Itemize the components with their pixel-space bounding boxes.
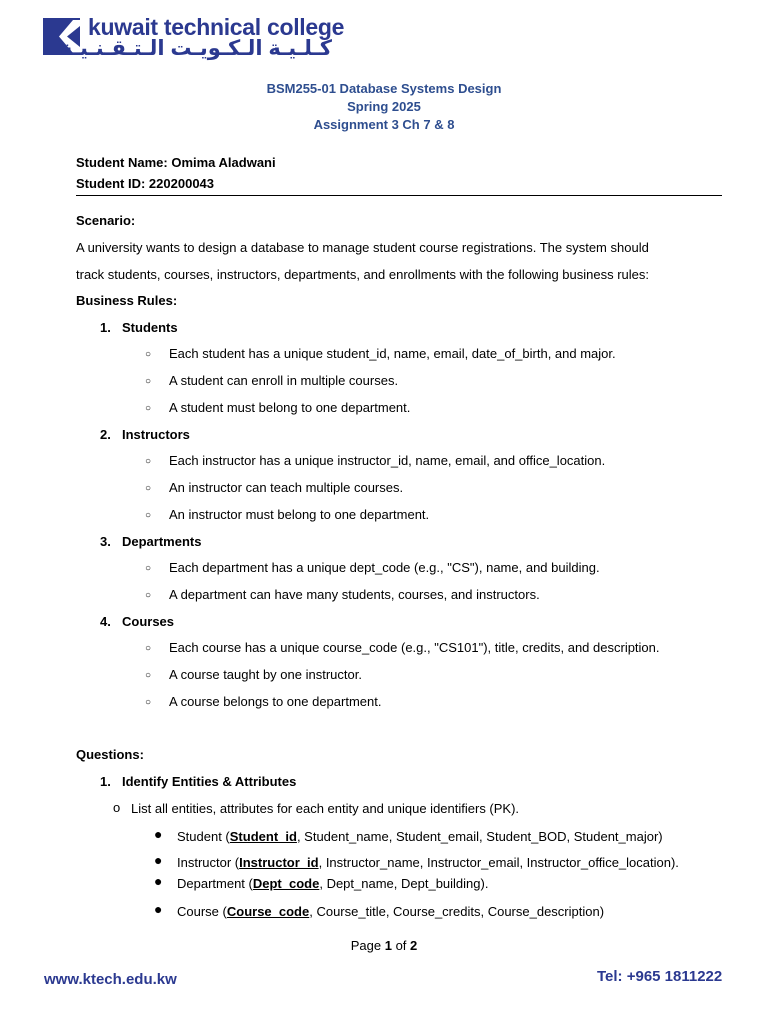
rule-item: Each student has a unique student_id, name, email, date_of_birth, and major. (169, 346, 616, 361)
rule-item: Each instructor has a unique instructor_id, name, email, and office_location. (169, 453, 606, 468)
page-current: 1 (384, 938, 392, 953)
rule-item: A student must belong to one department. (169, 400, 411, 415)
circle-bullet-icon: ○ (145, 376, 152, 387)
entity-pk: Student_id (229, 829, 297, 844)
divider-line (76, 195, 722, 196)
page-total: 2 (410, 938, 418, 953)
entity-department (177, 876, 488, 891)
bullet-dot-icon: ● (154, 873, 163, 889)
course-title: BSM255-01 Database Systems Design (266, 81, 502, 96)
question-number: 1. (100, 774, 111, 789)
rule-item: An instructor can teach multiple courses. (169, 480, 404, 495)
circle-bullet-icon: ○ (145, 456, 152, 467)
entity-course (177, 904, 604, 919)
page-middle: of (391, 938, 411, 953)
rule-title-students: Students (122, 320, 178, 335)
student-name: Student Name: Omima Aladwani (76, 155, 276, 170)
entity-student (177, 829, 663, 844)
rule-number: 3. (100, 534, 111, 549)
page-prefix: Page (350, 938, 385, 953)
circle-bullet-icon: ○ (145, 590, 152, 601)
entity-instructor (177, 855, 679, 870)
rule-number: 4. (100, 614, 111, 629)
scenario-heading: Scenario: (76, 213, 136, 228)
circle-bullet-icon: ○ (145, 510, 152, 521)
circle-bullet-icon: ○ (145, 563, 152, 574)
rule-number: 2. (100, 427, 111, 442)
bullet-dot-icon: ● (154, 852, 163, 868)
page-number (0, 938, 768, 953)
entity-pk: Instructor_id (239, 855, 319, 870)
college-name-en: kuwait technical college (88, 14, 345, 40)
entity-pk: Dept_code (252, 876, 320, 891)
business-rules-heading: Business Rules: (76, 293, 178, 308)
question-subtext: List all entities, attributes for each entity and unique identifiers (PK). (131, 801, 520, 816)
term-title: Spring 2025 (347, 99, 421, 114)
circle-bullet-icon: ○ (145, 483, 152, 494)
entity-name: Course ( (177, 904, 227, 919)
rule-item: An instructor must belong to one department. (169, 507, 430, 522)
rule-item: Each department has a unique dept_code (e.g., "CS"), name, and building. (169, 560, 600, 575)
entity-attrs: , Dept_name, Dept_building). (319, 876, 489, 891)
rule-item: A student can enroll in multiple courses. (169, 373, 399, 388)
rule-item: A department can have many students, courses, and instructors. (169, 587, 540, 602)
rule-title-departments: Departments (122, 534, 202, 549)
entity-attrs: , Course_title, Course_credits, Course_description) (309, 904, 605, 919)
rule-number: 1. (100, 320, 111, 335)
college-name-ar: كـلـيـة الـكـويـت الـتـقـنـيـة (60, 37, 332, 60)
assignment-title: Assignment 3 Ch 7 & 8 (313, 117, 455, 132)
rule-item: A course taught by one instructor. (169, 667, 362, 682)
scenario-line-2: track students, courses, instructors, departments, and enrollments with the following business rules: (76, 267, 649, 282)
student-id: Student ID: 220200043 (76, 176, 215, 191)
entity-name: Student ( (177, 829, 230, 844)
footer-telephone: Tel: +965 1811222 (597, 968, 723, 985)
rule-title-instructors: Instructors (122, 427, 190, 442)
circle-bullet-icon: ○ (145, 403, 152, 414)
rule-title-courses: Courses (122, 614, 175, 629)
circle-bullet-icon: ○ (145, 643, 152, 654)
entity-name: Department ( (177, 876, 253, 891)
questions-heading: Questions: (76, 747, 144, 762)
scenario-line-1: A university wants to design a database to manage student course registrations. The system should (76, 240, 649, 255)
entity-name: Instructor ( (177, 855, 240, 870)
question-title: Identify Entities & Attributes (122, 774, 297, 789)
entity-attrs: , Instructor_name, Instructor_email, Instructor_office_location). (318, 855, 679, 870)
entity-attrs: , Student_name, Student_email, Student_BOD, Student_major) (296, 829, 663, 844)
circle-bullet-icon: ○ (145, 697, 152, 708)
bullet-dot-icon: ● (154, 901, 163, 917)
circle-bullet-icon: ○ (145, 670, 152, 681)
sub-bullet-marker: o (113, 800, 121, 815)
circle-bullet-icon: ○ (145, 349, 152, 360)
entity-pk: Course_code (226, 904, 310, 919)
bullet-dot-icon: ● (154, 826, 163, 842)
rule-item: A course belongs to one department. (169, 694, 382, 709)
rule-item: Each course has a unique course_code (e.g., "CS101"), title, credits, and description. (169, 640, 660, 655)
footer-website-link[interactable]: www.ktech.edu.kw (44, 971, 177, 988)
